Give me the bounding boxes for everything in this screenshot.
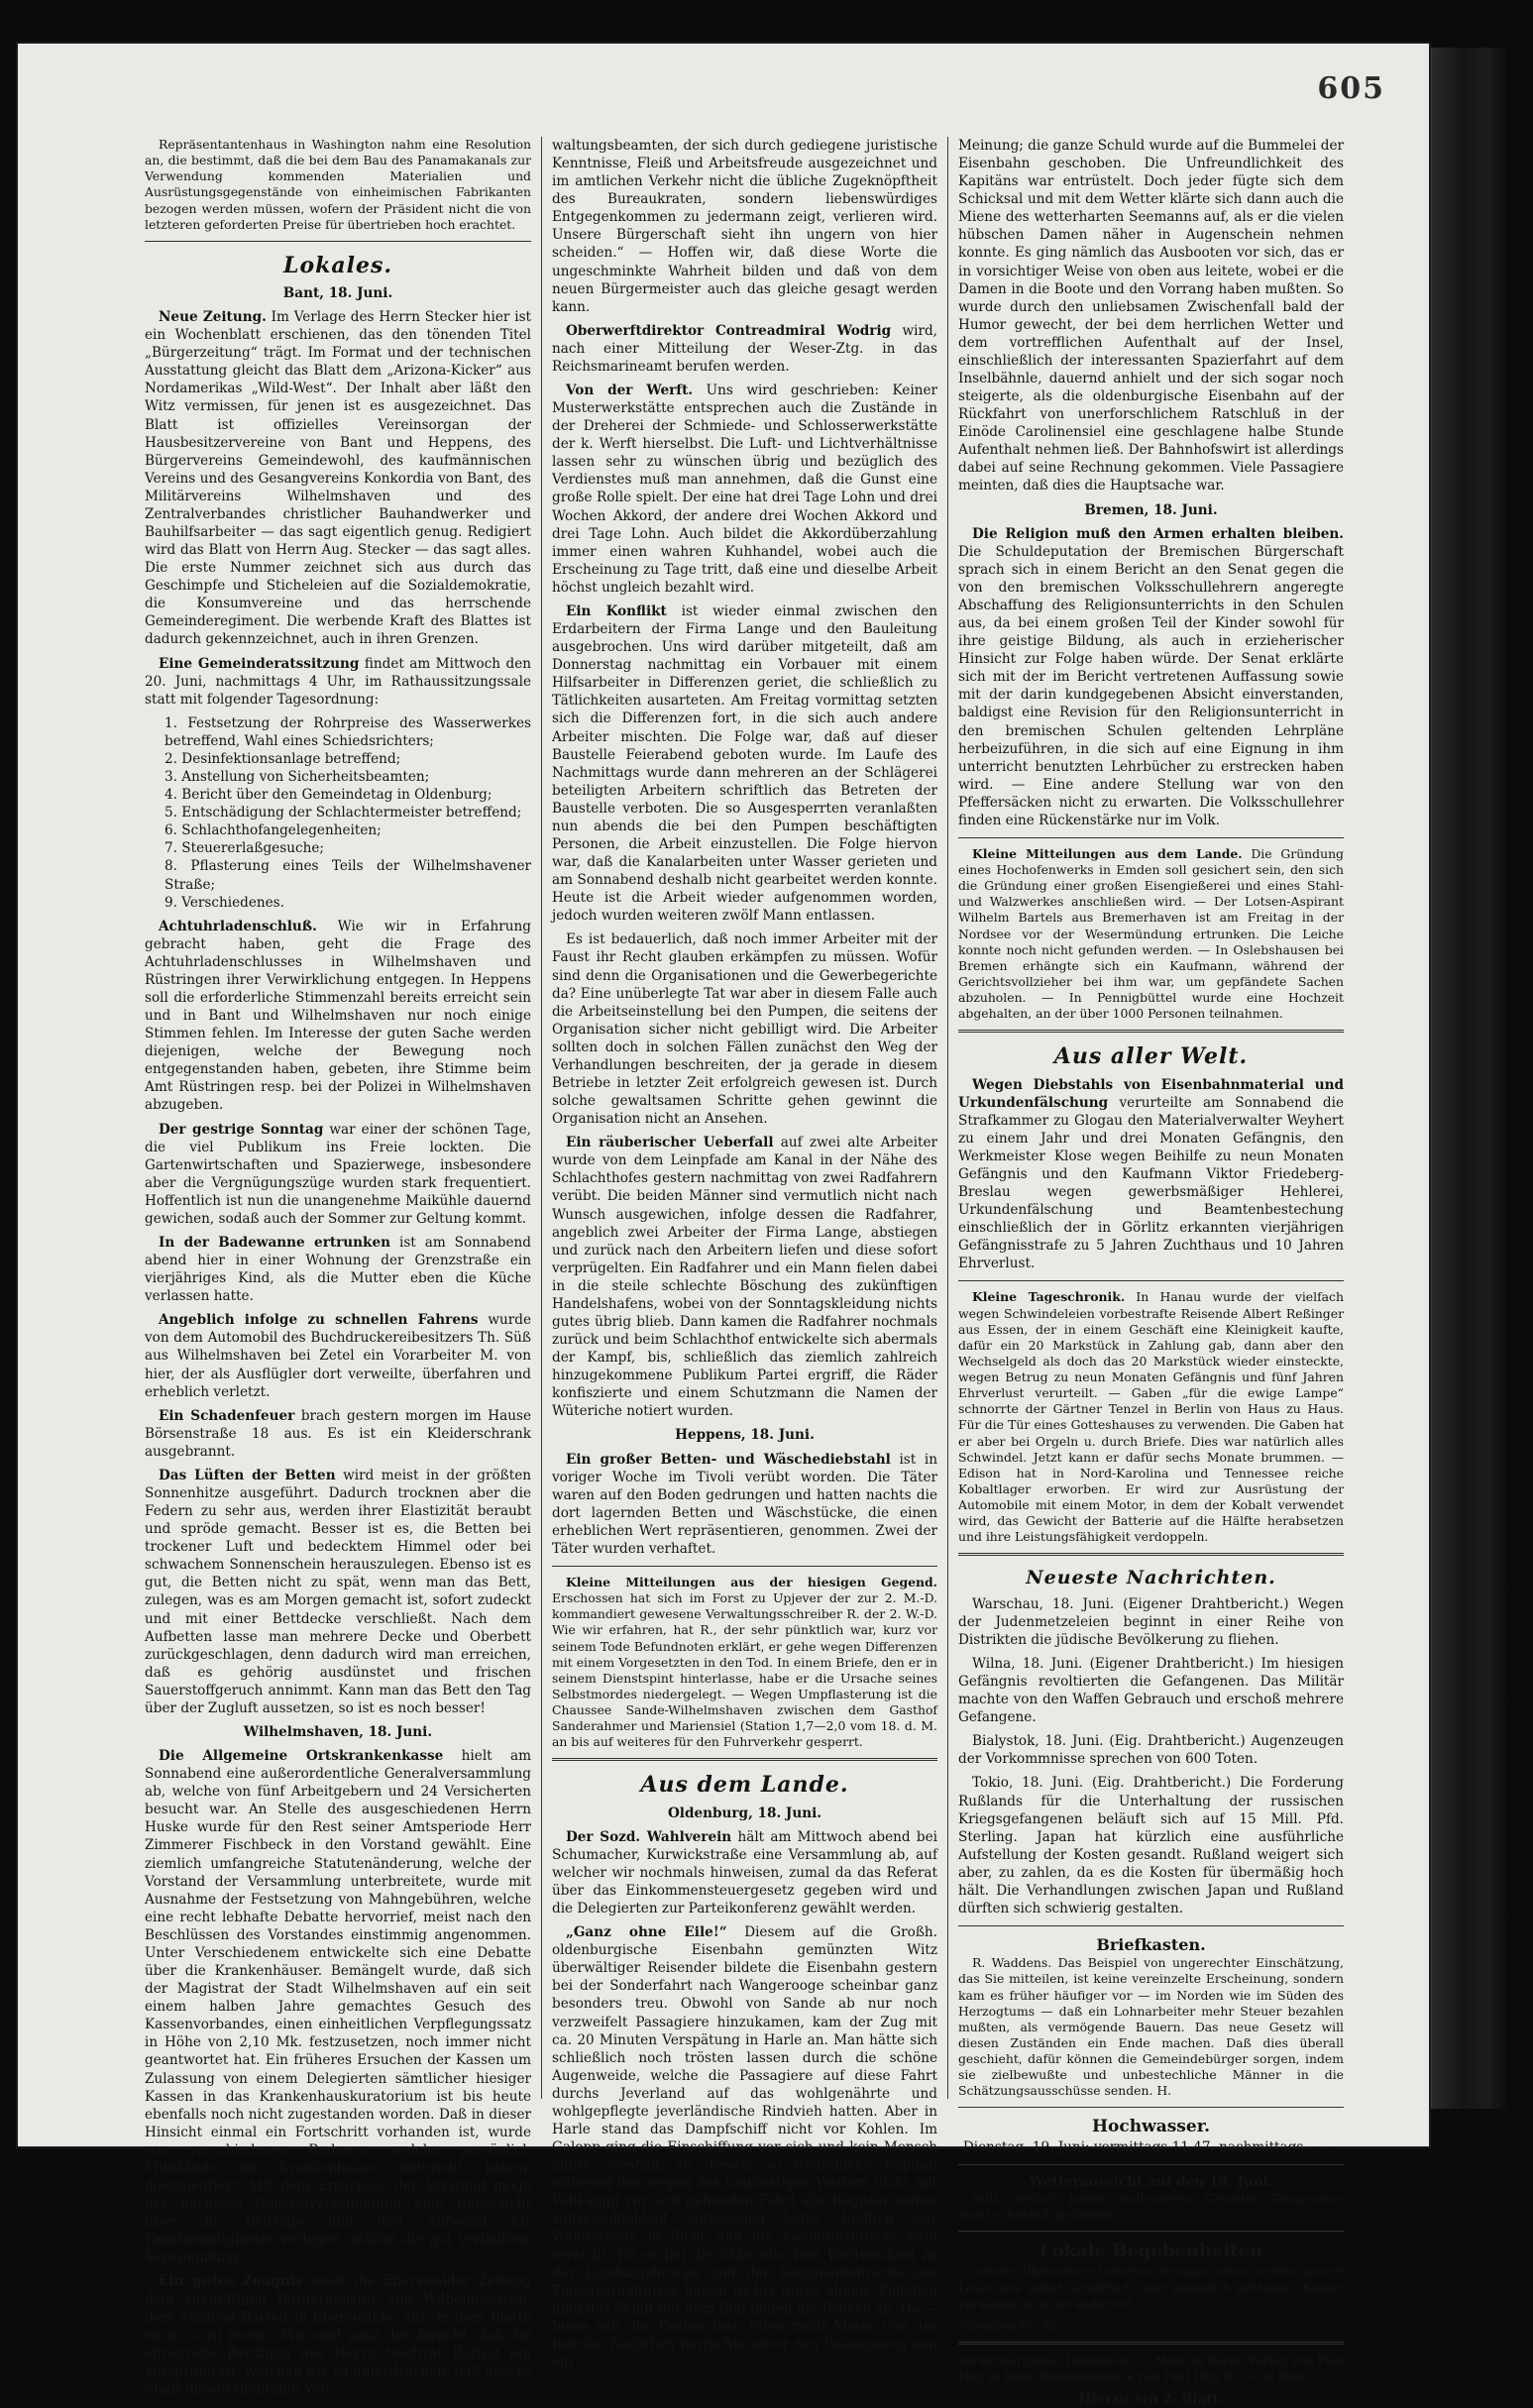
intro-paragraph: Repräsentantenhaus in Washington nahm eine Resolution an, die bestimmt, daß die bei dem Bau des Panamakanals zur Verwendung kommenden Materialien und Ausrüstungsgegenstände von einheimischen Fabrikanten bezogen werden müssen, wofern der Präsident nicht die von letzteren geforderten Preise für übertrieben hoch erachtet. <box>145 137 531 232</box>
article-body: wird meist in der größten Sonnenhitze ausgeführt. Dadurch trocknen aber die Federn zu sehr aus, werden ihrer Elastizität beraubt und spröde gemacht. Besser ist es, die Betten bei trockener Luft und bedecktem Himmel oder bei schwachem Sonnenschein herauszulegen. Ebenso ist es gut, die Betten nicht zu spät, wenn man das Bett, zulegen, was es am Morgen gemacht ist, sofort zudeckt und mit einer Bettdecke verschließt. Nach dem Aufbetten lasse man mehrere Decke und Oberbett zurückgeschlagen, denn dadurch wird man erreichen, daß es gehörig ausdünstet und frischen Sauerstoffgeruch annimmt. Kann man das Bett den Tag über der Zugluft aussetzen, so ist es noch besser! <box>145 1467 532 1716</box>
headline: Ein gutes Zeugnis <box>159 2273 303 2290</box>
dateline-heppens: Heppens, 18. Juni. <box>675 1427 815 1444</box>
telephone-number: Telephon Nr. 58. <box>958 2317 1062 2333</box>
divider <box>552 1758 937 1761</box>
article-sonntag <box>145 1121 531 1228</box>
article-body: verurteilte am Sonnabend die Strafkammer zu Glogau den Materialverwalter Weyhert zu einem Jahr und drei Monaten Gefängnis, den Werkmeister Klose wegen Beihilfe zu neun Monaten Gefängnis und den Kaufmann Viktor Friedeberg-Breslau wegen gewerbsmäßiger Hehlerei, Urkundenfälschung und Beamtenbestechung einschließlich der in Görlitz erkannten vierjährigen Gefängnisstrafe zu 5 Jahren Zuchthaus und 10 Jahren Ehrverlust. <box>958 1094 1344 1272</box>
article-body: Erschossen hat sich im Forst zu Upjever der zur 2. M.-D. kommandiert gewesene Verwaltungsschreiber R. der 2. W.-D. Wie wir erfahren, hat R., der sehr pünktlich war, kurz vor seinem Tode Befundnoten erklärt, er gehe wegen Differenzen mit einem Vorgesetzten in den Tod. In einem Briefe, den er in seinem Dienstspint hinterlasse, habe er die Ursache seines Selbstmordes niedergelegt. — Wegen Umpflasterung ist die Chaussee Sande-Wilhelmshaven zwischen dem Gasthof Sanderahmer und Mariensiel (Station 1,7—2,0 vom 18. d. M. an bis auf weiteres für den Fuhrverkehr gesperrt. <box>552 1590 937 1750</box>
dateline-wilhelmshaven: Wilhelmshaven, 18. Juni. <box>243 1724 433 1741</box>
agenda-item: 2. Desinfektionsanlage betreffend; <box>164 750 401 767</box>
divider <box>958 1553 1344 1556</box>
headline: Die Allgemeine Ortskrankenkasse <box>159 1748 444 1765</box>
agenda-item: 5. Entschädigung der Schlachtermeister betreffend; <box>164 805 522 821</box>
agenda-item: 6. Schlachthofangelegenheiten; <box>164 822 382 839</box>
article-body: war einer der schönen Tage, die viel Publikum ins Freie lockten. Die Gartenwirtschaften und Spazierwege, insbesondere aber die Vergnügungszüge wurden stark frequentiert. Hoffentlich ist nun die unangenehme Maikühle dauernd gewichen, sodaß auch der Sommer zur Geltung kommt. <box>145 1121 531 1227</box>
article-angeblich <box>145 1311 531 1400</box>
article-werft <box>552 382 937 597</box>
headline: Eine Gemeinderatssitzung <box>159 655 360 672</box>
article-body: hält am Mittwoch abend bei Schumacher, Kurwickstraße eine Versammlung ab, auf welcher wir nochmals hinweisen, zumal da das Referat über das Einkommensteuergesetz gegeben wird und die Delegierten zur Parteikonferenz gewählt werden. <box>552 1828 937 1917</box>
news-bialystok: Bialystok, 18. Juni. (Eig. Drahtbericht.) Augenzeugen der Vorkommnisse sprechen von 600 Toten. <box>958 1733 1344 1768</box>
article-achtuhr <box>145 918 531 1115</box>
article-eile <box>552 1923 937 2371</box>
article-badewanne <box>145 1234 531 1305</box>
news-tokio: Tokio, 18. Juni. (Eig. Drahtbericht.) Die Forderung Rußlands für die Unterhaltung der russischen Kriegsgefangenen beläuft sich auf 15 Mill. Pfd. Sterling. Japan hat kürzlich eine ausführliche Aufstellung der Kosten gesandt. Rußland weigert sich aber, zu zahlen, da es die Kosten für übermäßig hoch hält. Die Verhandlungen zwischen Japan und Rußland dürften sich schwierig gestalten. <box>958 1775 1344 1916</box>
divider <box>552 1566 937 1567</box>
column-1 <box>135 137 541 2397</box>
article-body: Die Schuldeputation der Bremischen Bürgerschaft sprach sich in einem Bericht an den Senat gegen die von den bremischen Volksschullehrern angeregte Abschaffung des Religionsunterrichts in den Schulen aus, da bei einem großen Teil der Kinder sowohl für ihre geistige Bildung, als auch in erzieherischer Hinsicht zur Folge haben würde. Der Senat erklärte sich mit der im Bericht vertretenen Auffassung sowie mit der darin kundgegebenen Absicht einverstanden, baldigst eine Revision für den Religionsunterricht in den bremischen Schulen geltenden Lehrpläne herbeizuführen, in die sich auf eine Eignung in ihm unterricht benutzten Lehrbücher zu erstrecken haben wird. — Eine andere Stellung war von den Pfeffersäcken nicht zu erwarten. Die Volksschullehrer finden eine Rückenstärke nur im Volk. <box>958 543 1344 828</box>
section-title-aus-dem-lande: Aus dem Lande. <box>640 1772 849 1799</box>
headline: „Ganz ohne Eile!“ <box>566 1924 727 1941</box>
divider <box>958 1925 1344 1926</box>
article-body: brach gestern morgen im Hause Börsenstraße 18 aus. Es ist ein Kleiderschrank ausgebrannt. <box>145 1407 531 1460</box>
divider <box>145 241 531 242</box>
headline: Der Sozd. Wahlverein <box>566 1828 732 1845</box>
headline: Angeblich infolge zu schnellen Fahrens <box>159 1312 479 1329</box>
headline: Kleine Mitteilungen aus dem Lande. <box>972 845 1243 861</box>
article-body: Die Gründung eines Hochofenwerks in Emden soll gesichert sein, den sich die Gründung einer großen Eisengießerei und eines Stahl- und Walzwerkes anschließen wird. — Der Lotsen-Aspirant Wilhelm Bartels aus Bremerhaven ist am Freitag in der Nordsee vor der Wesermündung ertrunken. Die Leiche konnte noch nicht gefunden werden. — In Oslebshausen bei Bremen erhängte sich ein Kaufmann, während der Gerichtsvollzieher bei ihm war, um gepfändete Sachen abzuholen. — In Pennigbüttel wurde eine Hochzeit abgehalten, an der über 1000 Personen teilnahmen. <box>958 845 1344 1022</box>
article-body: Wie wir in Erfahrung gebracht haben, geht die Frage des Achtuhrladenschlusses in Wilhelmshaven und Rüstringen ihrer Verwirklichung entgegen. In Heppens soll die erforderliche Stimmenzahl bereits erreicht sein und in Bant und Wilhelmshaven nur noch einige Stimmen fehlen. Im Interesse der guten Sache werden diejenigen, welche der Bewegung noch entgegenstanden haben, gebeten, ihre Stimme beim Amt Rüstringen resp. bei der Polizei in Wilhelmshaven abzugeben. <box>145 918 531 1114</box>
agenda-item: 7. Steuererlaßgesuche; <box>164 840 324 857</box>
article-body: auf zwei alte Arbeiter wurde von dem Leinpfade am Kanal in der Nähe des Schlachthofes gestern nachmittag von zwei Radfahrern verübt. Die beiden Männer sind vermutlich nicht nach Wunsch ausgewichen, infolge dessen die Radfahrer, angeblich zwei Arbeiter der Firma Lange, abstiegen und zurück nach den Arbeitern liefen und diese sofort verprügelten. Ein Radfahrer und ein Mann fielen dabei in die steile schlechte Böschung des zukünftigen Handelshafens, wobei von der Sonntagskleidung nichts gutes übrig blieb. Dann kamen die Radfahrer nochmals zurück und beim Schlachthof entwickelte sich abermals der Kampf, bis, schließlich das ziemlich zahlreich hinzugekommene Publikum Partei ergriff, die Räder konfiszierte und einem Schutzmann die Namen der Wüteriche notiert wurden. <box>552 1135 938 1420</box>
article-body: Im Verlage des Herrn Stecker hier ist ein Wochenblatt erschienen, das den tönenden Titel „Bürgerzeitung“ trägt. Im Format und der technischen Ausstattung gleicht das Blatt dem „Arizona-Kicker“ aus Nordamerikas „Wild-West“. Der Inhalt aber läßt den Witz vermissen, für jenen ist es ausgezeichnet. Das Blatt ist offizielles Vereinsorgan der Hausbesitzervereine von Bant und Heppens, des Bürgervereins Gemeindewohl, des kaufmännischen Vereins und des Gesangvereins Konkordia von Bant, des Militärvereins Wilhelmshaven und des Zentralverbandes christlicher Bauhandwerker und Bauhilfsarbeiter — das sagt eigentlich genug. Redigiert wird das Blatt von Herrn Aug. Stecker — das sagt alles. Die erste Nummer zeichnet sich aus durch das Geschimpfe und Sticheleien auf die Sozialdemokratie, die Konsumvereine und das herrschende Gemeinderegiment. Die werbende Kraft des Blattes ist dadurch gekennzeichnet, auch in ihren Grenzen. <box>145 309 532 648</box>
hochwasser-times: Dienstag, 19. Juni: vormittags 11.47, nachmittags —.— <box>962 2139 1340 2156</box>
article-krankenkasse <box>145 1747 531 2266</box>
divider <box>958 2164 1344 2165</box>
article-body: wurde von dem Automobil des Buchdruckereibesitzers Th. Süß aus Wilhelmshaven bei Zetel ein Vorarbeiter M. von hier, der als Ausflügler dort verweilte, überfahren und erheblich verletzt. <box>145 1312 531 1400</box>
article-zeugnis <box>145 2272 531 2398</box>
notice-begebenheiten: welche allgemeines Interesse beanspruchen, wollen unsere Leser uns sofort schriftlich oder mündlich mitteilen. Keiner versäume sich bei anderen! <box>958 2263 1344 2311</box>
article-body: stellt die Eberswalder Zeitung dem zukünftigen Bürgermeister von Wilhelmshaven, dem Stadtrat Bartelt in Eberswalde, aus. In dem Blatte ist u. a. zu lesen: „Wir sind ganz der Ansicht, daß die ehrenvolle Berufung des Herrn Stadtrat Bartelt ein Vorsprung ist, welchen wir zu unterdrücken, daß unsere Stadt diesen tüchtigen Ver-“ <box>145 2273 531 2397</box>
article-urkunden <box>958 1076 1344 1273</box>
article-ueberfall <box>552 1134 937 1420</box>
agenda-item: 8. Pflasterung eines Teils der Wilhelmshavener Straße; <box>164 858 531 893</box>
article-wahlverein <box>552 1828 937 1917</box>
agenda-item: 9. Verschiedenes. <box>164 894 284 911</box>
divider <box>958 837 1344 838</box>
article-body: ist wieder einmal zwischen den Erdarbeitern der Firma Lange und den Bauleitung ausgebrochen. Uns wird darüber mitgeteilt, daß am Donnerstag nachmittag ein Vorbauer mit einem Hilfsarbeiter in Differenzen geriet, die schließlich zu Tätlichkeiten ausarteten. Am Freitag vormittag setzten sich die Differenzen fort, in die sich auch andere Arbeiter mischten. Die Folge war, daß auf dieser Baustelle Feierabend geboten wurde. Im Laufe des Nachmittags wurde dann mehreren an der Schlägerei beteiligten Arbeitern schriftlich das Betreten der Baustelle verboten. Die so Ausgesperrten veranlaßten nun abends die bei den Pumpen beschäftigten Personen, die Arbeit einzustellen. Die Folge hiervon war, daß die Kanalarbeiten unter Wasser gerieten und am Sonnabend deshalb nicht gearbeitet werden konnte. Heute ist die Arbeit wieder aufgenommen worden, jedoch wurden weiteren zwölf Mann entlassen. <box>552 602 938 925</box>
section-title-aus-aller-welt: Aus aller Welt. <box>1053 1043 1249 1070</box>
headline: Ein großer Betten- und Wäschediebstahl <box>566 1451 891 1468</box>
article-body: In Hanau wurde der vielfach wegen Schwindeleien vorbestrafte Reisende Albert Reßinger aus Essen, der in einem Geschäft eine Kleinigkeit kaufte, dafür ein 20 Markstück in Zahlung gab, dann aber den Wechselgeld als doch das 20 Markstück wieder einsteckte, wegen Betrug zu neun Monaten Gefängnis und fünf Jahren Ehrverlust verurteilt. — Gaben „für die ewige Lampe“ schnorrte der Gärtner Tenzel in Berlin von Haus zu Haus. Für die Tür eines Gotteshauses zu verwenden. Die Gaben hat er aber bei Orgeln u. durch Briefe. Dies war natürlich alles Schwindel. Jetzt kann er dafür sechs Monate brummen. — Edison hat in Nord-Karolina und Tennessee reiche Kobaltlager erworben. Er wird zur Ausrüstung der Automobile mit einem Motor, in dem der Kobalt verwendet wird, das Gewicht der Batterie auf die Hälfte herabsetzen und ihre Leistungsfähigkeit verdoppeln. <box>958 1289 1344 1545</box>
divider <box>958 2107 1344 2108</box>
section-title-lokale-begebenheiten: Lokale Begebenheiten <box>1039 2241 1263 2262</box>
article-religion <box>958 525 1344 829</box>
headline: Kleine Mitteilungen aus der hiesigen Gegend. <box>566 1575 937 1590</box>
supplement-note: Hierzu ein 2. Blatt. <box>1078 2391 1224 2408</box>
article-body: Diesem auf die Großh. oldenburgische Eisenbahn gemünzten Witz überwältiger Reisender bildete die Eisenbahn gestern bei der Sonderfahrt nach Wangerooge scheinbar ganz besonders treu. Obwohl von Sande ab nur noch verzweifelt Passagiere hinzukamen, kam der Zug mit ca. 20 Minuten Verspätung in Harle an. Man hätte sich schließlich noch trösten lassen durch die schöne Augenweide, welche die Passagiere auf diese Fahrt durchs Jeverland auf das wohlgenährte und wohlgepflegte jeverländische Rindvieh hatten. Aber in Harle stand das Dampfschiff nicht vor Kohlen. Im Galopp ging die Einschiffung vor sich und kein Mensch ahnte, weshalb zu diesem so freundliche Kapitän während der wegen des ungünstigen Wetters nicht mit Vollkampf vor sich gehenden Fahrt alle Register seiner Unfreundlichkeit aufgezogen hatte. Endlich war Wangerooge in Sicht und die Landungsbrücke bald erreicht. Da er fiel die Ebbe ein. Den Wortwechsel zu der Landungsbrücke und der Kommandobrücke des Tiefenverhältnisse ließen nichts gutes ahnen. Plötzlich ging das Schiff mit dem Bug gegen die Brücke an. Da — bums saß der Kasten fest; etwa zwölf Meter von der Brücke. Natürlich herrschte unter den Passagieren nun ein <box>552 1924 937 2370</box>
agenda-item: 3. Anstellung von Sicherheitsbeamten; <box>164 769 430 786</box>
headline: Der gestrige Sonntag <box>159 1121 324 1138</box>
article-body: ist in voriger Woche im Tivoli verübt worden. Die Täter waren auf den Boden gedrungen und hatten nachts die dort lagernden Betten und Wäschstücke, die einen erheblichen Wert repräsentieren, genommen. Zwei der Täter wurden verhaftet. <box>552 1451 938 1557</box>
dateline-bremen: Bremen, 18. Juni. <box>1084 501 1218 518</box>
article-feuer <box>145 1407 531 1461</box>
headline: Ein räuberischer Ueberfall <box>566 1135 774 1151</box>
article-neue-zeitung <box>145 308 531 648</box>
dateline-bant: Bant, 18. Juni. <box>282 285 393 301</box>
headline: Neue Zeitung. <box>159 309 267 326</box>
article-oberwerft <box>552 322 937 376</box>
article-diebstahl <box>552 1451 937 1558</box>
section-title-hochwasser: Hochwasser. <box>1091 2117 1211 2137</box>
agenda-item: 4. Bericht über den Gemeindetag in Oldenburg; <box>164 787 493 804</box>
article-konflikt-comment: Es ist bedauerlich, daß noch immer Arbeiter mit der Faust ihr Recht glauben erkämpfen zu müssen. Wofür sind denn die Organisationen und die Gewerbegerichte da? Eine unüberlegte Tat war aber in diesem Falle auch die Arbeitseinstellung bei den Pumpen, die seitens der Organisation sicher nicht gebilligt wird. Die Arbeiter sollten doch in solchen Fällen zunächst den Weg der Verhandlungen beschreiten, der ja gerade in diesem Betriebe in letzter Zeit erfolgreich gewesen ist. Durch solche gewaltsamen Schritte gehen gewinnt die Organisation nicht an Ansehen. <box>552 931 937 1128</box>
divider <box>958 2342 1344 2345</box>
section-title-lokales: Lokales. <box>282 252 393 278</box>
article-chronik <box>958 1289 1344 1545</box>
columns <box>135 137 1356 2408</box>
section-title-briefkasten: Briefkasten. <box>1096 1935 1206 1955</box>
article-konflikt <box>552 602 937 925</box>
book-spine <box>1429 48 1511 2109</box>
article-body: Uns wird geschrieben: Keiner Musterwerkstätte entsprechen auch die Zustände in der Dreherei der Schmiede- und Schlosserwerkstätte der k. Werft hierselbst. Die Luft- und Lichtverhältnisse lassen sehr zu wünschen übrig und bezüglich des Verdienstes muß man annehmen, daß die Gunst eine große Rolle spielt. Der eine hat drei Tage Lohn und drei Wochen Akkord, der andere drei Wochen Akkord und drei Tage Lohn. Auch bildet die Akkordüberzahlung immer einen wahren Kuhhandel, wobei auch die Erscheinung zu Tage tritt, daß eine und dieselbe Arbeit höchst ungleich bezahlt wird. <box>552 383 937 596</box>
headline: Oberwerftdirektor Contreadmiral Wodrig <box>566 322 892 339</box>
divider <box>958 2231 1344 2232</box>
article-body: findet am Mittwoch den 20. Juni, nachmittags 4 Uhr, im Rathaussitzungssale statt mit folgender Tagesordnung: <box>145 655 531 708</box>
headline: Von der Werft. <box>566 383 694 399</box>
headline: Ein Konflikt <box>566 602 667 619</box>
headline: Die Religion muß den Armen erhalten bleiben. <box>972 525 1344 542</box>
headline: Achtuhrladenschluß. <box>159 918 317 934</box>
headline: In der Badewanne ertrunken <box>159 1234 391 1251</box>
article-mitteilungen <box>552 1575 937 1750</box>
article-lande <box>958 846 1344 1022</box>
headline: Ein Schadenfeuer <box>159 1407 295 1424</box>
headline: Wegen Diebstahls von Eisenbahnmaterial und Urkundenfälschung <box>958 1076 1344 1111</box>
article-continued: Meinung; die ganze Schuld wurde auf die Bummelei der Eisenbahn geschoben. Die Unfreundlichkeit des Kapitäns war entrüstelt. Doch jeder fügte sich dem Schicksal und mit dem Wetter klärte sich dann auch die Miene des wetterharten Seemanns auf, als er die vielen hübschen Damen näher in Augenschein nehmen konnte. Es ging nämlich das Ausbooten vor sich, das er in vorsichtiger Weise von oben aus leitete, wobei er die Damen in die Boote und den Vorrang haben mußten. So wurde durch den unliebsamen Zwischenfall bald der Humor gewecht, der bei dem herrlichen Wetter und dem vortrefflichen Aufenthalt auf der Insel, einschließlich der interessanten Spazierfahrt auf dem Inselbähnle, dauernd anhielt und der sich sogar noch steigerte, als die oldenburgische Eisenbahn auf der Rückfahrt von unerforschlichem Ratschluß in der Einöde Carolinensiel eine geschlagene halbe Stunde Aufenthalt nehmen ließ. Der Bahnhofswirt ist allerdings dabei auf seine Rechnung gekommen. Viele Passagiere meinten, daß dies die Hauptsache war. <box>958 138 1344 494</box>
divider <box>958 1030 1344 1033</box>
dateline-oldenburg: Oldenburg, 18. Juni. <box>667 1805 822 1821</box>
page-number: 605 <box>1317 71 1385 106</box>
agenda-item: 1. Festsetzung der Rohrpreise des Wasserwerkes betreffend, Wahl eines Schiedsrichters; <box>164 714 531 749</box>
weather-forecast: Still, vielfach heiter, stellenweise Gewitter. Temperatur nicht erheblich geändert. <box>958 2191 1344 2223</box>
divider <box>958 1280 1344 1281</box>
article-gemeinderat <box>145 655 531 709</box>
section-title-wetteraussicht: Wetteraussicht auf den 19. Juni. <box>1029 2174 1273 2191</box>
section-title-neueste-nachrichten: Neueste Nachrichten. <box>1026 1567 1276 1589</box>
headline: Das Lüften der Betten <box>159 1467 336 1483</box>
newspaper-page <box>16 42 1431 2408</box>
headline: Kleine Tageschronik. <box>972 1289 1126 1305</box>
news-warschau: Warschau, 18. Juni. (Eigener Drahtbericht.) Wegen der Judenmetzeleien beginnt in einer Reihe von Distrikten die jüdische Bevölkerung zu fliehen. <box>958 1595 1344 1648</box>
column-2 <box>541 137 947 2370</box>
article-body: wird, nach einer Mitteilung der Weser-Ztg. in das Reichsmarineamt berufen werden. <box>552 322 937 375</box>
article-body: hielt am Sonnabend eine außerordentliche Generalversammlung ab, welche von fünf Arbeitgebern und 24 Versicherten besucht war. An Stelle des ausgeschiedenen Herrn Huske wurde für den Rest seiner Amtsperiode Herr Zimmerer Fischbeck in den Vorstand gewählt. Eine ziemlich umfangreiche Statutenänderung, welche der Vorstand der Versammlung unterbreitete, wurde mit Ausnahme der Festsetzung von Mahngebühren, welche eine recht lebhafte Debatte hervorrief, meist nach den Beschlüssen des Vorstandes einstimmig angenommen. Unter Verschiedenem entwickelte sich eine Debatte über die Krankenhäuser. Bemängelt wurde, daß sich der Magistrat der Stadt Wilhelmshaven auf ein seit einem halben Jahre gemachtes Gesuch des Kassenvorbandes, einen einheitlichen Verpflegungssatz in Höhe von 2,10 Mk. festzusetzen, noch immer nicht geantwortet hat. Ein früheres Ersuchen der Kassen um Zulassung von einem Delegierten sämtlicher hiesiger Kassen in das Krankenhauskuratorium ist bis heute ebenfalls noch nicht zugestanden worden. Daß in dieser Hinsicht einmal ein Fortschritt vorhanden ist, wurde von verschiedenen Rednern, welche persönlich Mißstände im Krankenhause miterlebt haben, dokumentiert. Mit dem Ersuchen, der Vorstand möge der nächsten Generalversammlung eine Uebersicht über die Beiträge und den Aufwand für Familienmitglieder vorlegen, schloß die gut verlaufene Versammlung. <box>145 1748 531 2266</box>
news-wilna: Wilna, 18. Juni. (Eigener Drahtbericht.) Im hiesigen Gefängnis revoltierten die Gefangenen. Das Militär machte von den Waffen Gebrauch und erschoß mehrere Gefangene. <box>958 1655 1344 1726</box>
article-betten <box>145 1467 531 1717</box>
agenda-list <box>164 714 531 912</box>
article-body: ist am Sonnabend abend hier in einer Wohnung der Grenzstraße ein vierjähriges Kind, als die Mutter eben die Küche verlassen hatte. <box>145 1234 531 1305</box>
impressum: Verantwortlicher Redakteur: C. Meze in Barel. Verlag von Paul Hug in Bant. Rotationsdruck von Paul Hug & Co. in Bant. <box>958 2353 1344 2384</box>
column-3 <box>947 137 1354 2408</box>
article-continued: waltungsbeamten, der sich durch gediegene juristische Kenntnisse, Fleiß und Arbeitsfreude ausgezeichnet und im amtlichen Verkehr nicht die übliche Zugeknöpftheit des Bureaukraten, sondern liebenswürdiges Entgegenkommen zu jedermann zeigt, verlieren wird. Unsere Bürgerschaft sieht ihn ungern von hier scheiden.“ — Hoffen wir, daß diese Worte die ungeschminkte Wahrheit bilden und daß von dem neuen Bürgermeister auch das gleiche gesagt werden kann. <box>552 138 937 315</box>
article-briefkasten: R. Waddens. Das Beispiel von ungerechter Einschätzung, das Sie mitteilen, ist keine vereinzelte Erscheinung, sondern kam es früher häufiger vor — im Norden wie im Süden des Herzogtums — daß ein Lohnarbeiter mehr Steuer bezahlen mußten, als vermögende Bauern. Das neue Gesetz will diesen Zuständen ein Ende machen. Daß dies überall geschieht, dafür können die Gemeindebürger sorgen, indem sie zielbewußte und unbestechliche Männer in die Schätzungsausschüsse senden. H. <box>958 1955 1344 2099</box>
